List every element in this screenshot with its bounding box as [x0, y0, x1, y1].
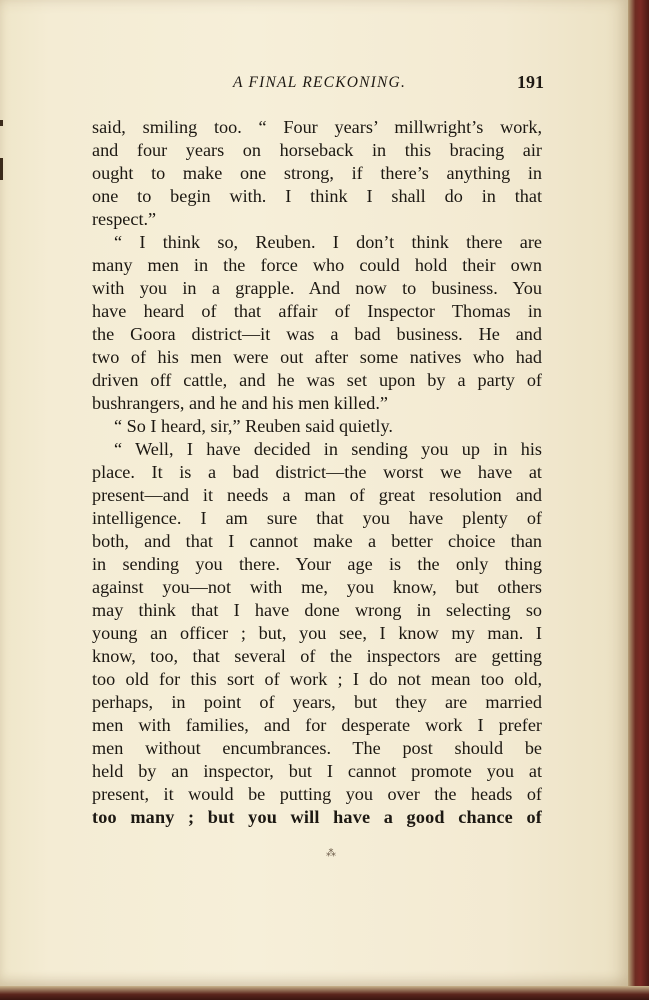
text-line: ought to make one strong, if there’s anything in [92, 163, 542, 183]
text-line: “ I think so, Reuben. I don’t think there are [114, 232, 542, 252]
text-line: with you in a grapple. And now to business. You [92, 278, 542, 298]
text-line: bushrangers, and he and his men killed.” [92, 393, 388, 413]
page-header [92, 74, 544, 100]
text-line: and four years on horseback in this bracing air [92, 140, 542, 160]
book-edge-right [628, 0, 649, 1000]
text-line: place. It is a bad district—the worst we have at [92, 462, 542, 482]
text-line: both, and that I cannot make a better choice than [92, 531, 542, 551]
binding-mark [0, 158, 3, 180]
text-line: present—and it needs a man of great resolution and [92, 485, 542, 505]
running-title: A FINAL RECKONING. [233, 74, 407, 91]
text-line: two of his men were out after some natives who had [92, 347, 542, 367]
text-line: “ Well, I have decided in sending you up in his [114, 439, 542, 459]
text-line: too many ; but you will have a good chance of [92, 807, 542, 827]
text-line: may think that I have done wrong in selecting so [92, 600, 542, 620]
text-line: know, too, that several of the inspectors are getting [92, 646, 542, 666]
text-line: young an officer ; but, you see, I know my man. I [92, 623, 542, 643]
text-line: too old for this sort of work ; I do not mean too old, [92, 669, 542, 689]
text-line: have heard of that affair of Inspector Thomas in [92, 301, 542, 321]
text-line: men with families, and for desperate work I prefer [92, 715, 542, 735]
printer-mark: ⁂ [326, 848, 336, 859]
text-line: many men in the force who could hold their own [92, 255, 542, 275]
text-line: men without encumbrances. The post should be [92, 738, 542, 758]
text-line: driven off cattle, and he was set upon by a party of [92, 370, 542, 390]
text-line: said, smiling too. “ Four years’ millwright’s work, [92, 117, 542, 137]
body-text [92, 116, 542, 829]
text-line: respect.” [92, 209, 157, 229]
text-line: “ So I heard, sir,” Reuben said quietly. [114, 416, 393, 436]
binding-mark [0, 120, 3, 126]
text-line: the Goora district—it was a bad business. He and [92, 324, 542, 344]
text-line: intelligence. I am sure that you have plenty of [92, 508, 542, 528]
page-number: 191 [517, 72, 544, 92]
text-line: perhaps, in point of years, but they are married [92, 692, 542, 712]
text-line: present, it would be putting you over the heads of [92, 784, 542, 804]
book-edge-bottom [0, 986, 649, 1000]
text-line: against you—not with me, you know, but others [92, 577, 542, 597]
text-line: one to begin with. I think I shall do in that [92, 186, 542, 206]
text-line: held by an inspector, but I cannot promote you at [92, 761, 542, 781]
text-line: in sending you there. Your age is the only thing [92, 554, 542, 574]
